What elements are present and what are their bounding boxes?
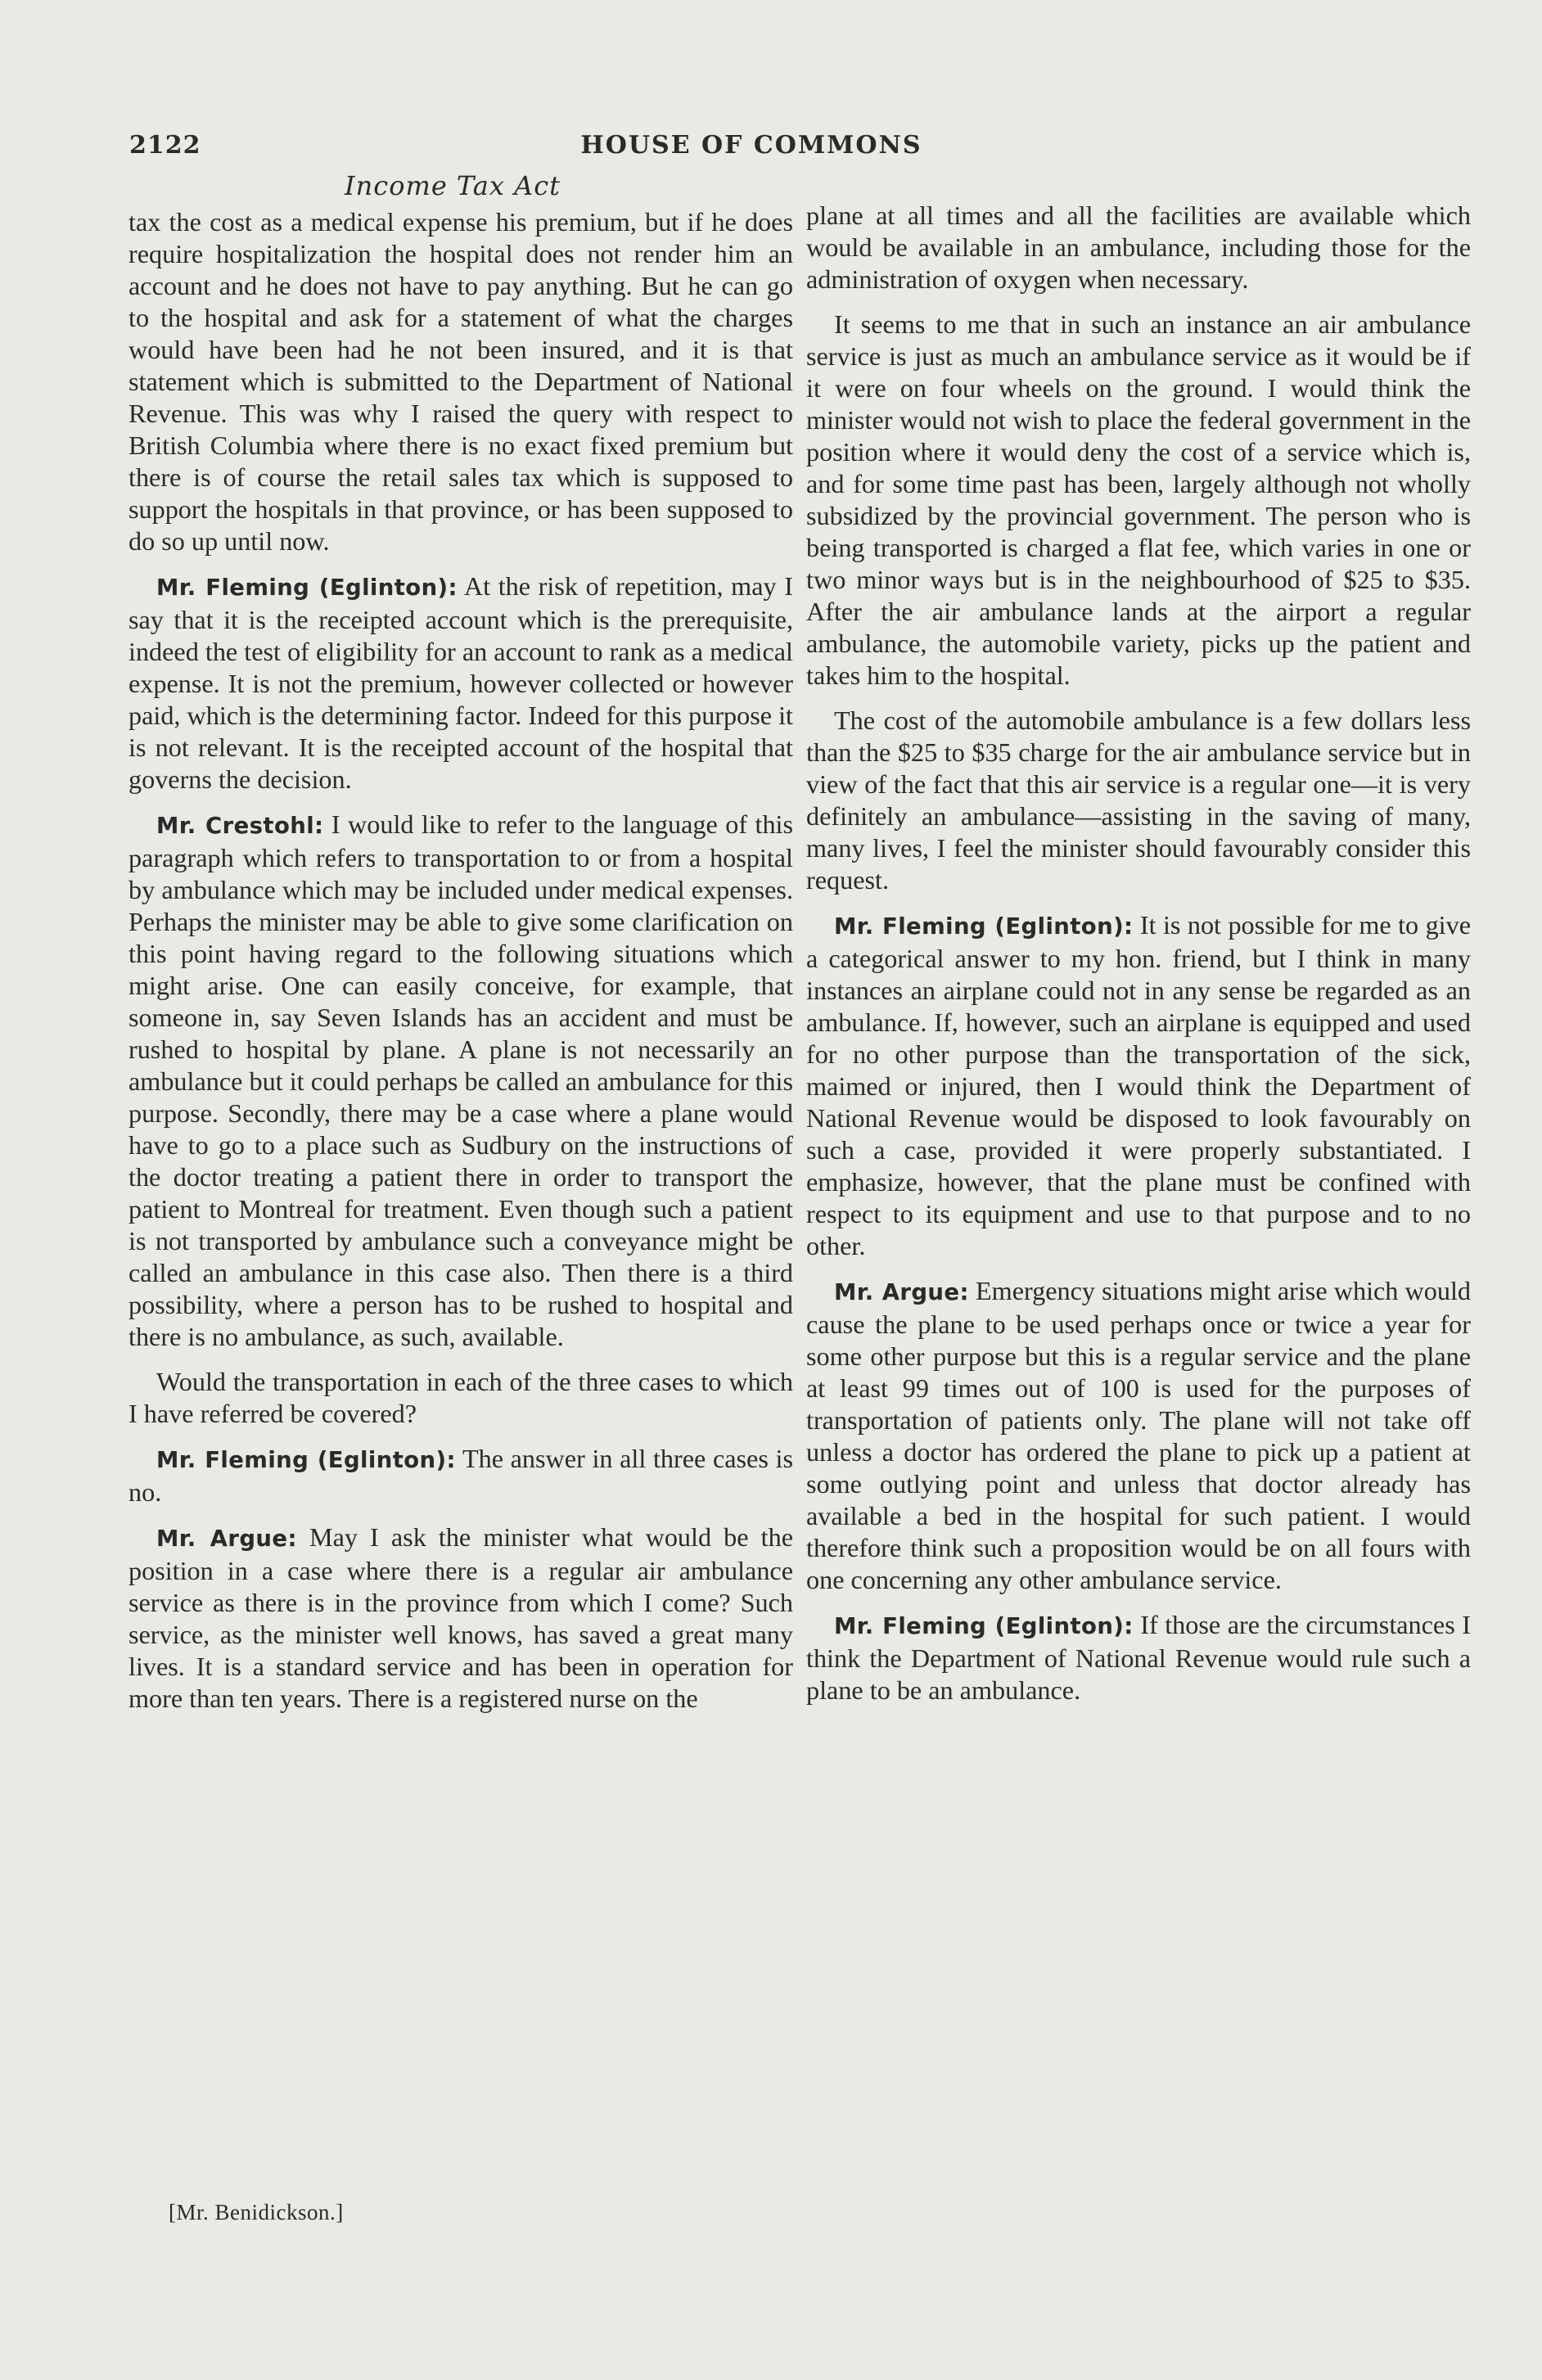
speaker-name: Mr. Fleming (Eglinton): xyxy=(156,575,458,601)
right-column xyxy=(806,200,1471,1720)
speech xyxy=(806,909,1471,1262)
paragraph xyxy=(806,309,1471,692)
speech-text: If those are the circumstances I think the Department of National Revenue would rule such a plane to be an ambulance. xyxy=(806,1610,1472,1705)
speech xyxy=(128,1443,793,1508)
journal-title: HOUSE OF COMMONS xyxy=(580,131,922,160)
left-column xyxy=(128,206,793,1728)
paragraph-text: Would the transportation in each of the three cases to which I have referred be covered? xyxy=(128,1367,793,1428)
speech-text: At the risk of repetition, may I say that it is the receipted account which is the prerequisite, indeed the test of eligibility for an account to rank as a medical expense. It is not the premium, however collected or however paid, which is the determining factor. Indeed for this purpose it is not relevant. It is the receipted account of the hospital that governs the decision. xyxy=(128,571,793,794)
speech xyxy=(128,570,793,796)
speech xyxy=(128,1521,793,1715)
subject-heading: Income Tax Act xyxy=(345,170,561,201)
paragraph xyxy=(806,200,1471,295)
page-header xyxy=(129,131,1373,167)
speech-text: May I ask the minister what would be the position in a case where there is a regular air ambulance service as there is in the province from which I come? Such service, as the minister well knows, has saved a great many lives. It is a standard service and has been in operation for more than ten years. There is a registered nurse on the xyxy=(128,1522,793,1713)
footer-reference: [Mr. Benidickson.] xyxy=(169,2200,344,2224)
speech-text: Emergency situations might arise which would cause the plane to be used perhaps once or twice a year for some other purpose but this is a regular service and the plane at least 99 times out of 100 is used for the purposes of transportation of patients only. The plane will not take off unless a doctor has ordered the plane to pick up a patient at some outlying point and unless that doctor already has available a bed in the hospital for such patient. I would therefore think such a proposition would be on all fours with one concerning any other ambulance service. xyxy=(806,1276,1471,1594)
speech xyxy=(806,1275,1471,1596)
speaker-name: Mr. Argue: xyxy=(834,1279,969,1305)
speech xyxy=(806,1609,1471,1706)
speaker-name: Mr. Fleming (Eglinton): xyxy=(834,913,1134,940)
paragraph xyxy=(806,705,1471,896)
speaker-name: Mr. Fleming (Eglinton): xyxy=(834,1613,1134,1639)
speech-text: It is not possible for me to give a categorical answer to my hon. friend, but I think in many instances an airplane could not in any sense be regarded as an ambulance. If, however, such an airplane is equipped and used for no other purpose than the transportation of the sick, maimed or injured, then I would think the Department of National Revenue would be disposed to look favourably on such a case, provided it were properly substantiated. I emphasize, however, that the plane must be confined with respect to its equipment and use to that purpose and to no other. xyxy=(806,910,1471,1260)
speaker-name: Mr. Argue: xyxy=(156,1526,297,1552)
paragraph xyxy=(128,1366,793,1430)
paragraph-text: tax the cost as a medical expense his premium, but if he does require hospitalization the hospital does not render him an account and he does not have to pay anything. But he can go to the hospital and ask for a statement of what the charges would have been had he not been insured, and it is that statement which is submitted to the Department of National Revenue. This was why I raised the query with respect to British Columbia where there is no exact fixed premium but there is of course the retail sales tax which is supposed to support the hospitals in that province, or has been supposed to do so up until now. xyxy=(128,207,793,556)
speech-text: The answer in all three cases is no. xyxy=(128,1444,793,1507)
speech-text: I would like to refer to the language of this paragraph which refers to transportation to or from a hospital by ambulance which may be included under medical expenses. Perhaps the minister may be able to give some clarification on this point having regard to the following situations which might arise. One can easily conceive, for example, that someone in, say Seven Islands has an accident and must be rushed to hospital by plane. A plane is not necessarily an ambulance but it could perhaps be called an ambulance for this purpose. Secondly, there may be a case where a plane would have to go to a place such as Sudbury on the instructions of the doctor treating a patient there in order to transport the patient to Montreal for treatment. Even though such a patient is not transported by ambulance such a conveyance might be called an ambulance in this case also. Then there is a third possibility, where a person has to be rushed to hospital and there is no ambulance, as such, available. xyxy=(128,809,794,1351)
speech xyxy=(128,809,793,1353)
paragraph-text: plane at all times and all the facilities are available which would be available in an ambulance, including those for the administration of oxygen when necessary. xyxy=(806,201,1471,294)
paragraph-text: It seems to me that in such an instance an air ambulance service is just as much an ambulance service as it would be if it were on four wheels on the ground. I would think the minister would not wish to place the federal government in the position where it would deny the cost of a service which is, and for some time past has been, largely although not wholly subsidized by the provincial government. The person who is being transported is charged a flat fee, which varies in one or two minor ways but is in the neighbourhood of $25 to $35. After the air ambulance lands at the airport a regular ambulance, the automobile variety, picks up the patient and takes him to the hospital. xyxy=(806,309,1471,690)
page-number: 2122 xyxy=(129,131,201,160)
paragraph xyxy=(128,206,793,557)
speaker-name: Mr. Crestohl: xyxy=(156,813,324,839)
paragraph-text: The cost of the automobile ambulance is a few dollars less than the $25 to $35 charge for the air ambulance service but in view of the fact that this air service is a regular one—it is very definitely an ambulance—assisting in the saving of many, many lives, I feel the minister should favourably consider this request. xyxy=(806,705,1471,895)
speaker-name: Mr. Fleming (Eglinton): xyxy=(156,1447,456,1473)
